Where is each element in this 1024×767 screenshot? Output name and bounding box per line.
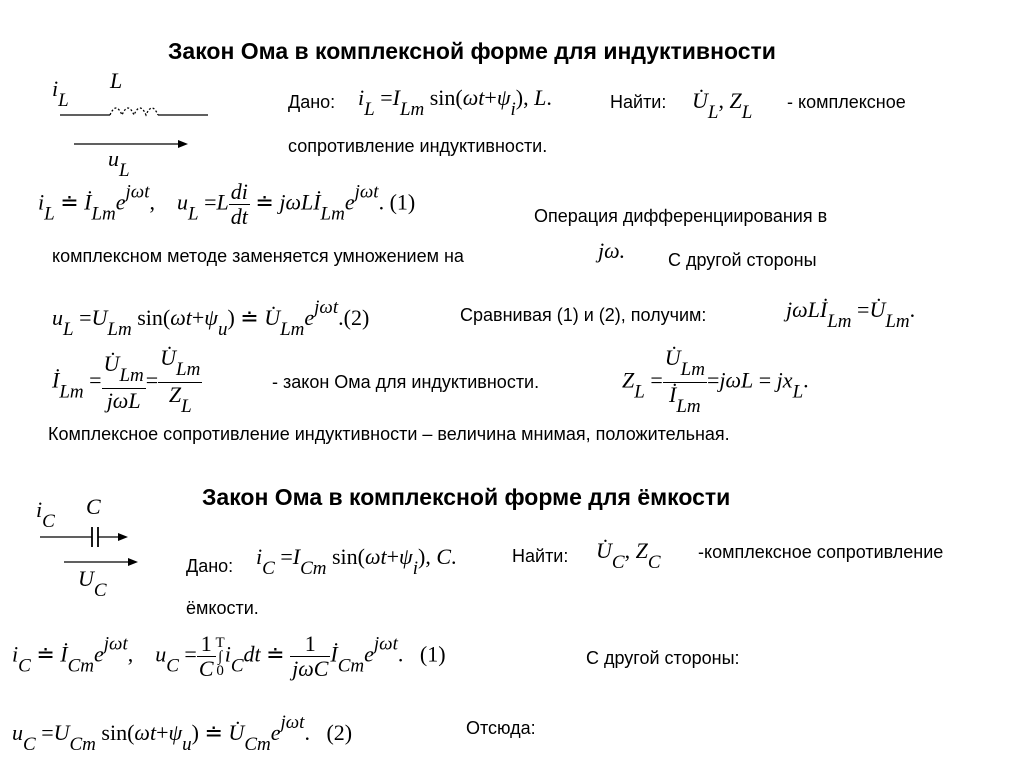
capacitor-element-label: C [86,494,101,519]
capacitance-find-description: -комплексное сопротивление [698,542,944,562]
inductance-equation-1: $i_L$ ≐ $İ_{Lm}e^{j\omega t}$, $u_L =L$ $\frac{di}{dt}$ ≐ $j\omega Lİ_{Lm}e^{j\omega t}$. (1) [38,179,416,229]
capacitance-given-formula: $i_C =I_{Cm}$ $\sin(\omega t+\psi_i)$, C. [256,544,457,579]
capacitor-current-label: $i_C$ [36,497,55,532]
inductance-equation-2: $u_L =U_{Lm}$ $\sin(\omega t+\psi_u)$ ≐ $U̇_{Lm}e^{j\omega t}.(2)$ [52,297,370,340]
compare-formula: jωLİ$_{Lm}$ $=U̇_{Lm}$. [786,297,916,332]
capacitance-equation-2: $u_C =U_{Cm}$ $\sin(\omega t+\psi_u)$ ≐ $U̇_{Cm}e^{j\omega t}$. (2) [12,712,353,755]
hence-text: Отсюда: [466,718,536,738]
inductor-element-label: L [110,68,123,93]
operation-text: Операция дифференциирования в [534,206,828,226]
capacitance-find-formula: $U̇_C$, $Z_C$ [596,538,661,573]
inductance-find-description-cont: сопротивление индуктивности. [288,136,548,156]
capacitor-voltage-label: $U_C$ [78,566,107,601]
operation-formula: jω. [598,238,626,263]
capacitance-given-label: Дано: [186,556,234,576]
inductance-conclusion: Комплексное сопротивление индуктивности – величина мнимая, положительная. [48,424,730,444]
inductance-other-side-text: С другой стороны [668,250,817,270]
capacitance-find-description-cont: ёмкости. [186,598,259,618]
inductor-voltage-label: $u_L$ [108,146,130,181]
capacitance-other-side-text: С другой стороны: [586,648,740,668]
compare-text: Сравнивая (1) и (2), получим: [460,305,707,325]
inductance-find-label: Найти: [610,92,667,112]
capacitance-equation-1: $i_C$ ≐ $İ_{Cm}e^{j\omega t}$, $u_C$ = $\frac{1}{C}$ T ∫ 0 $i_Cdt$ ≐ $\frac{1}{\text{jωC}}$ $İ_{Cm}e^{j\omega t}$. (1) [12,631,446,681]
inductance-find-formula: $U̇_L$, $Z_L$ [692,88,753,123]
inductance-title: Закон Ома в комплексной форме для индуктивности [168,38,776,64]
inductor-circuit-diagram [50,70,220,180]
inductance-find-description: - комплексное [787,92,906,112]
inductance-given-label: Дано: [288,92,336,112]
inductor-current-label: $i_L$ [52,76,69,111]
ohm-law-text: - закон Ома для индуктивности. [272,372,540,392]
operation-text-cont: комплексном методе заменяется умножением на [52,246,464,266]
capacitance-title: Закон Ома в комплексной форме для ёмкости [202,484,731,510]
inductance-given-formula: $i_L =I_{Lm}$ $\sin(\omega t+\psi_i)$, L. [358,85,552,120]
capacitance-find-label: Найти: [512,546,569,566]
inductance-ohm-law-formula: $İ_{Lm}$ = $\frac{U̇_{Lm}}{\text{jωL}}$ = $\frac{U̇_{Lm}}{Z_L}$ [52,345,201,417]
inductance-impedance-formula: $Z_L$ = $\frac{U̇_{Lm}}{İ_{Lm}}$ $=j\omega L = jx_L$. [622,345,809,417]
